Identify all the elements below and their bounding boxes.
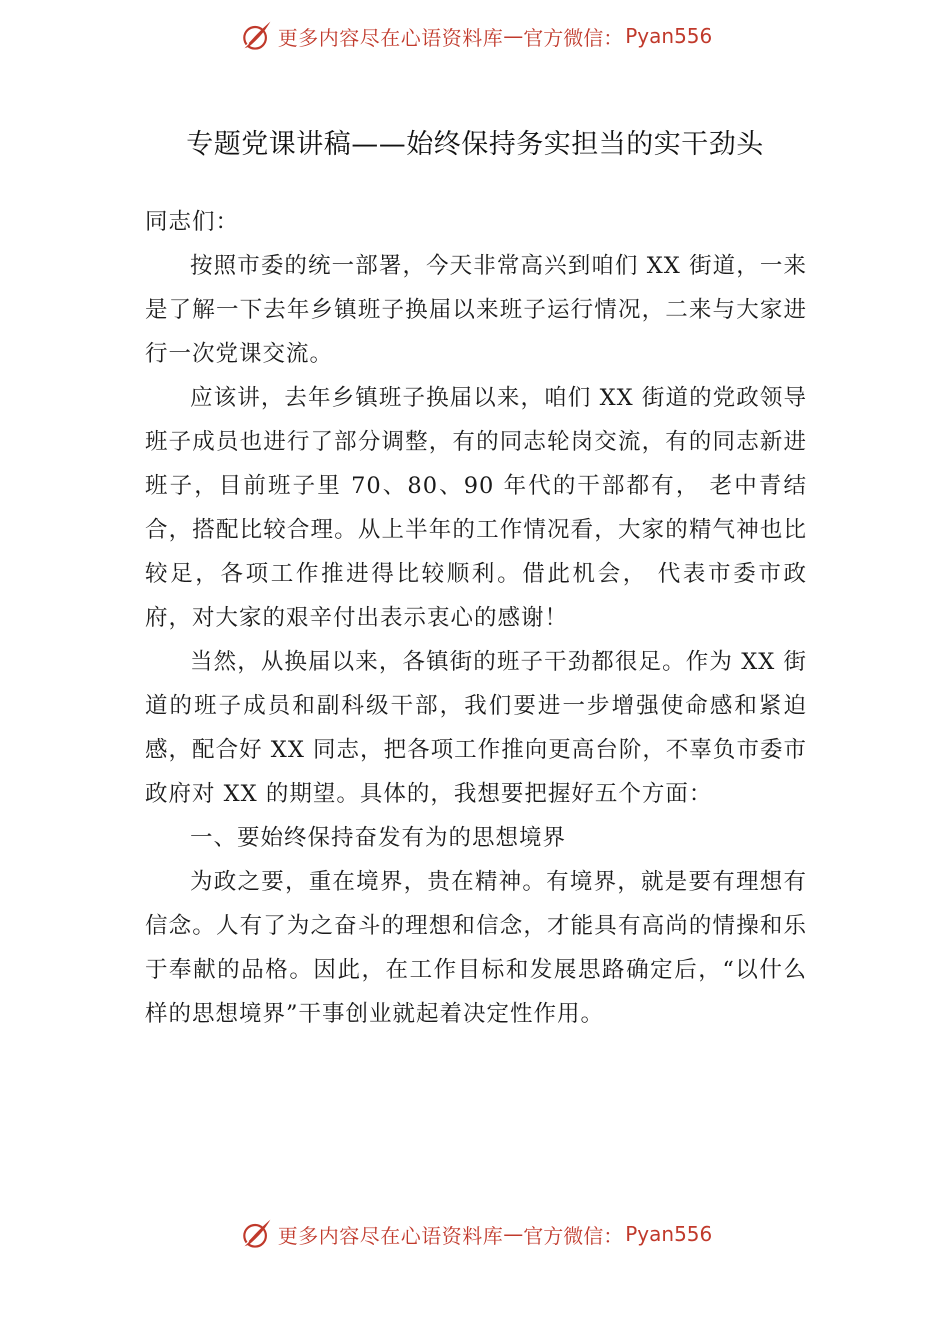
document-body [145,200,807,1036]
banner-wechat-id: Pyan556 [625,1222,713,1246]
salutation: 同志们： [145,209,240,235]
footer-banner [0,1212,950,1256]
section-heading-1: 一、要始终保持奋发有为的思想境界 [190,825,567,851]
banner-separator: — [503,24,524,48]
paragraph-1: 按照市委的统一部署，今天非常高兴到咱们 XX 街道，一来是了解一下去年乡镇班子换届以来班子运行情况，二来与大家进行一次党课交流。 [145,253,807,367]
paragraph-2: 应该讲，去年乡镇班子换届以来，咱们 XX 街道的党政领导班子成员也进行了部分调整，有的同志轮岗交流，有的同志新进班子，目前班子里 70、80、90 年代的干部都有， 老中青结合，搭配比较合理。从上半年的工作情况看，大家的精气神也比较足，各项工作推进得比较顺利。借此机会， 代表市委市政府，对大家的艰辛付出表示衷心的感谢！ [145,385,807,631]
paragraph-4: 为政之要，重在境界，贵在精神。有境界，就是要有理想有信念。人有了为之奋斗的理想和信念，才能具有高尚的情操和乐于奉献的品格。因此，在工作目标和发展思路确定后，“以什么样的思想境界”干事创业就起着决定性作用。 [145,869,807,1027]
banner-wechat-label: 官方微信： [523,1223,624,1248]
document-title: 专题党课讲稿——始终保持务实担当的实干劲头 [186,129,764,160]
header-banner [0,14,950,58]
banner-wechat-label: 官方微信： [523,25,624,50]
paragraph-3: 当然，从换届以来，各镇街的班子干劲都很足。作为 XX 街道的班子成员和副科级干部，我们要进一步增强使命感和紧迫感，配合好 XX 同志，把各项工作推向更高台阶，不辜负市委市政府对 XX 的期望。具体的，我想要把握好五个方面： [145,649,807,807]
banner-lead-text: 更多内容尽在心语资料库 [277,25,504,50]
quill-pen-logo-icon [238,18,274,54]
banner-separator: — [503,1222,524,1246]
banner-wechat-id: Pyan556 [625,24,713,48]
quill-pen-logo-icon [238,1216,274,1252]
banner-lead-text: 更多内容尽在心语资料库 [277,1223,504,1248]
